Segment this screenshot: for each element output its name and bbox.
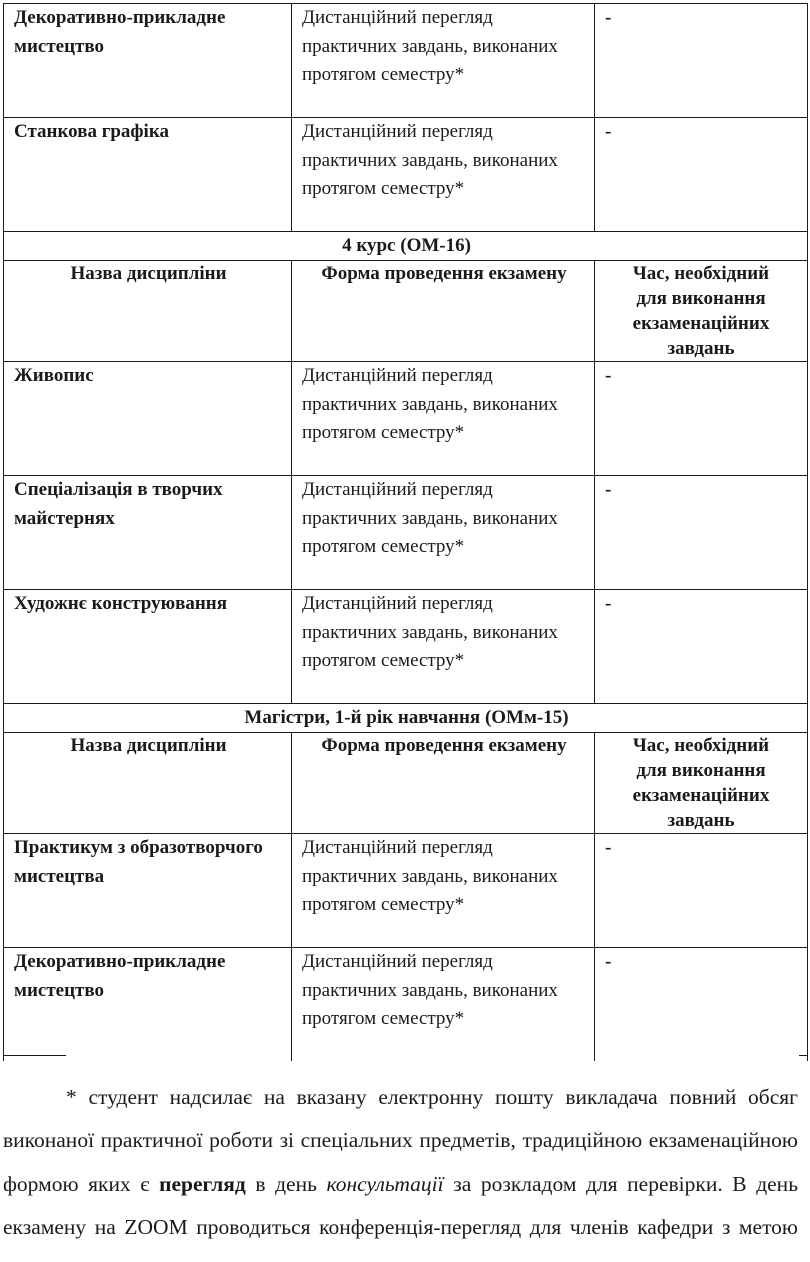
table-row bbox=[4, 476, 808, 590]
exam-time: - bbox=[595, 948, 808, 1062]
table-row bbox=[4, 948, 808, 1062]
section-title: 4 курс (ОМ-16) bbox=[4, 232, 808, 261]
discipline-name: Практикум з образотворчого мистецтва bbox=[4, 834, 292, 948]
exam-form: Дистанційний перегляд практичних завдань, виконаних протягом семестру* bbox=[292, 362, 595, 476]
exam-time: - bbox=[595, 4, 808, 118]
footnote-bold-term: перегляд bbox=[159, 1171, 246, 1196]
footnote-paragraph bbox=[3, 1076, 798, 1250]
exam-form: Дистанційний перегляд практичних завдань, виконаних протягом семестру* bbox=[292, 476, 595, 590]
discipline-name: Декоративно-прикладне мистецтво bbox=[4, 948, 292, 1062]
table-border-fragment bbox=[3, 1055, 66, 1056]
table-row bbox=[4, 118, 808, 232]
column-header-time: Час, необхідний для виконання екзаменаційних завдань bbox=[595, 733, 808, 834]
table-row bbox=[4, 362, 808, 476]
discipline-name: Живопис bbox=[4, 362, 292, 476]
table-border-fragment bbox=[799, 1055, 807, 1056]
column-header-form: Форма проведення екзамену bbox=[292, 733, 595, 834]
exam-time: - bbox=[595, 590, 808, 704]
column-header-form: Форма проведення екзамену bbox=[292, 261, 595, 362]
discipline-name: Декоративно-прикладне мистецтво bbox=[4, 4, 292, 118]
table-row bbox=[4, 834, 808, 948]
exam-schedule-table bbox=[3, 3, 808, 1061]
section-title-row bbox=[4, 232, 808, 261]
exam-form: Дистанційний перегляд практичних завдань, виконаних протягом семестру* bbox=[292, 118, 595, 232]
column-header-time: Час, необхідний для виконання екзаменаційних завдань bbox=[595, 261, 808, 362]
exam-form: Дистанційний перегляд практичних завдань, виконаних протягом семестру* bbox=[292, 590, 595, 704]
discipline-name: Спеціалізація в творчих майстернях bbox=[4, 476, 292, 590]
section-title-row bbox=[4, 704, 808, 733]
discipline-name: Художнє конструювання bbox=[4, 590, 292, 704]
table-row bbox=[4, 4, 808, 118]
exam-form: Дистанційний перегляд практичних завдань, виконаних протягом семестру* bbox=[292, 948, 595, 1062]
exam-time: - bbox=[595, 476, 808, 590]
exam-form: Дистанційний перегляд практичних завдань, виконаних протягом семестру* bbox=[292, 834, 595, 948]
exam-form: Дистанційний перегляд практичних завдань, виконаних протягом семестру* bbox=[292, 4, 595, 118]
column-header-discipline: Назва дисципліни bbox=[4, 733, 292, 834]
exam-time: - bbox=[595, 118, 808, 232]
table-header-row bbox=[4, 733, 808, 834]
column-header-discipline: Назва дисципліни bbox=[4, 261, 292, 362]
discipline-name: Станкова графіка bbox=[4, 118, 292, 232]
footnote-text-1: * студент надсилає на вказану електронну пошту викладача повний обсяг виконаної практичної роботи зі спеціальних предметів, традиційною екзаменаційною формою яких є bbox=[3, 1084, 798, 1196]
table-header-row bbox=[4, 261, 808, 362]
footnote-italic-term: консультації bbox=[326, 1171, 444, 1196]
footnote-text-3: за розкладом для перевірки. В день екзамену на ZOOM проводиться конференція-перегляд для членів кафедри з метою bbox=[3, 1171, 798, 1239]
exam-time: - bbox=[595, 834, 808, 948]
exam-time: - bbox=[595, 362, 808, 476]
section-title: Магістри, 1-й рік навчання (ОМм-15) bbox=[4, 704, 808, 733]
table-row bbox=[4, 590, 808, 704]
footnote-text-2: в день bbox=[245, 1171, 327, 1196]
